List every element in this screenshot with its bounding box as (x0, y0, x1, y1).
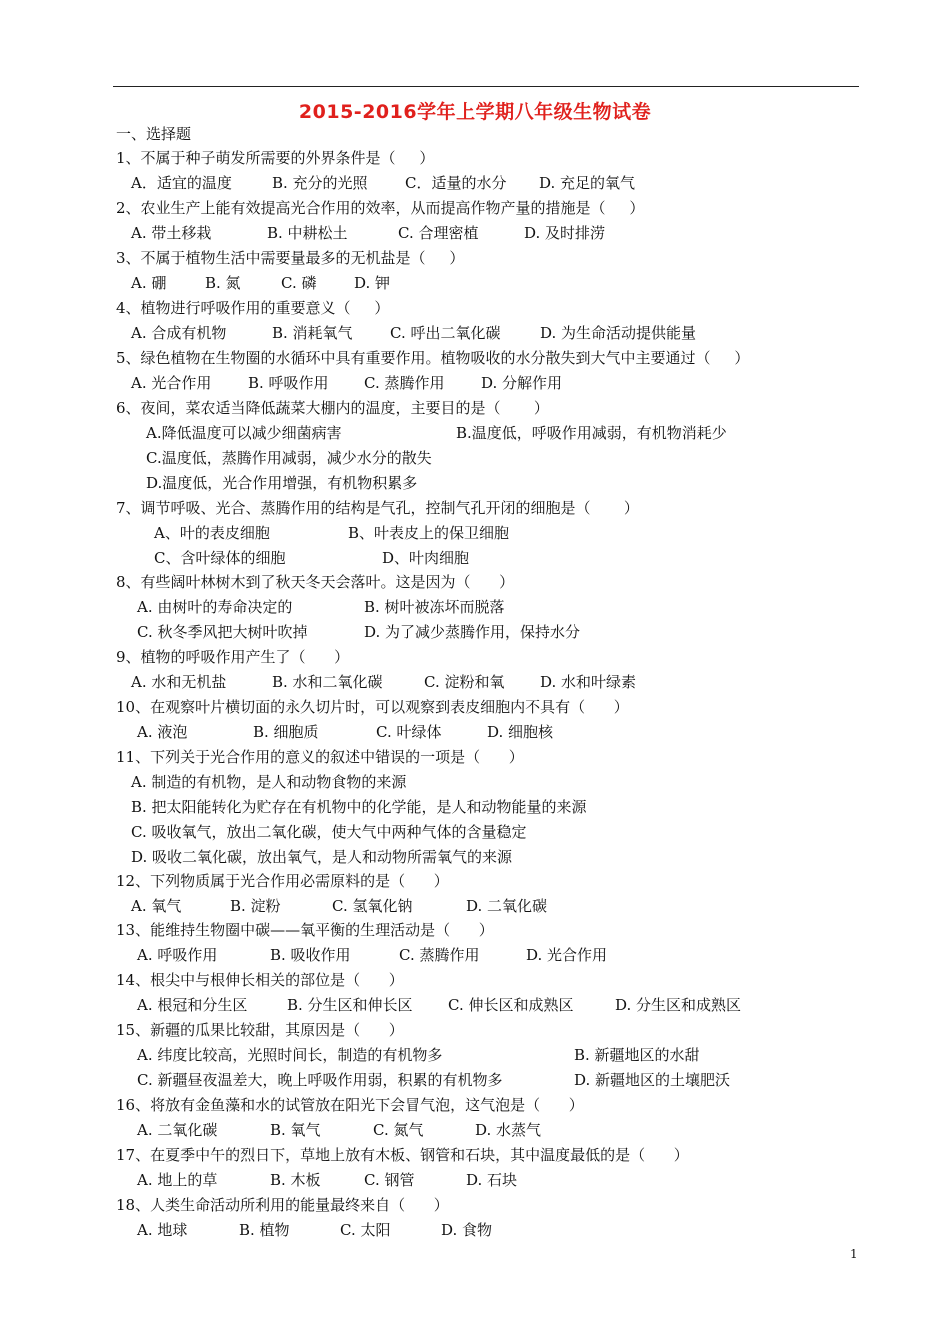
q5-option-b: B. 呼吸作用 (248, 374, 329, 392)
q3-option-a: A. 硼 (131, 274, 167, 292)
q16-option-c: C. 氮气 (373, 1121, 424, 1139)
q16-option-a: A. 二氧化碳 (137, 1121, 218, 1139)
q2-option-c: C. 合理密植 (398, 224, 479, 242)
q18-option-c: C. 太阳 (340, 1221, 391, 1239)
q6-option-b: B.温度低，呼吸作用减弱，有机物消耗少 (456, 424, 727, 442)
q9-option-d: D. 水和叶绿素 (540, 673, 637, 691)
q10-option-d: D. 细胞核 (487, 723, 554, 741)
q6-option-c: C.温度低，蒸腾作用减弱，减少水分的散失 (146, 449, 432, 467)
q14-option-c: C. 伸长区和成熟区 (448, 996, 574, 1014)
q7-option-c: C、含叶绿体的细胞 (154, 549, 286, 567)
q7-option-b: B、叶表皮上的保卫细胞 (348, 524, 510, 542)
question-13: 13、能维持生物圈中碳——氧平衡的生理活动是（ ） (116, 921, 494, 939)
q5-option-a: A. 光合作用 (131, 374, 212, 392)
q14-option-d: D. 分生区和成熟区 (615, 996, 742, 1014)
question-15: 15、新疆的瓜果比较甜，其原因是（ ） (116, 1021, 404, 1039)
q2-option-a: A. 带土移栽 (131, 224, 212, 242)
question-3: 3、不属于植物生活中需要量最多的无机盐是（ ） (116, 249, 465, 267)
question-8: 8、有些阔叶林树木到了秋天冬天会落叶。这是因为（ ） (116, 573, 515, 591)
question-9: 9、植物的呼吸作用产生了（ ） (116, 648, 350, 666)
q9-option-b: B. 水和二氧化碳 (272, 673, 383, 691)
q12-option-c: C. 氢氧化钠 (332, 897, 413, 915)
question-5: 5、绿色植物在生物圈的水循环中具有重要作用。植物吸收的水分散失到大气中主要通过（ ） (116, 349, 750, 367)
q16-option-b: B. 氧气 (270, 1121, 321, 1139)
q4-option-c: C. 呼出二氧化碳 (390, 324, 501, 342)
q8-option-b: B. 树叶被冻坏而脱落 (364, 598, 505, 616)
q13-option-b: B. 吸收作用 (270, 946, 351, 964)
q11-option-d: D. 吸收二氧化碳，放出氧气，是人和动物所需氧气的来源 (131, 848, 513, 866)
q15-option-c: C. 新疆昼夜温差大，晚上呼吸作用弱，积累的有机物多 (137, 1071, 503, 1089)
q15-option-a: A. 纬度比较高，光照时间长，制造的有机物多 (137, 1046, 443, 1064)
q7-option-d: D、叶肉细胞 (382, 549, 470, 567)
question-2: 2、农业生产上能有效提高光合作用的效率，从而提高作物产量的措施是（ ） (116, 199, 645, 217)
q13-option-c: C. 蒸腾作用 (399, 946, 480, 964)
q18-option-a: A. 地球 (137, 1221, 188, 1239)
q9-option-a: A. 水和无机盐 (131, 673, 227, 691)
q7-option-a: A、叶的表皮细胞 (154, 524, 270, 542)
q4-option-a: A. 合成有机物 (131, 324, 227, 342)
q12-option-b: B. 淀粉 (230, 897, 281, 915)
q13-option-d: D. 光合作用 (526, 946, 608, 964)
header-rule (113, 86, 859, 87)
q3-option-c: C. 磷 (281, 274, 317, 292)
section-heading: 一、选择题 (116, 125, 192, 143)
q3-option-b: B. 氮 (205, 274, 241, 292)
q12-option-d: D. 二氧化碳 (466, 897, 548, 915)
q2-option-d: D. 及时排涝 (524, 224, 606, 242)
question-1: 1、不属于种子萌发所需要的外界条件是（ ） (116, 149, 435, 167)
question-6: 6、夜间，菜农适当降低蔬菜大棚内的温度，主要目的是（ ） (116, 399, 549, 417)
q17-option-a: A. 地上的草 (137, 1171, 218, 1189)
q16-option-d: D. 水蒸气 (475, 1121, 542, 1139)
q1-option-d: D. 充足的氧气 (539, 174, 636, 192)
q9-option-c: C. 淀粉和氧 (424, 673, 505, 691)
q5-option-d: D. 分解作用 (481, 374, 563, 392)
q4-option-d: D. 为生命活动提供能量 (540, 324, 697, 342)
q8-option-a: A. 由树叶的寿命决定的 (137, 598, 293, 616)
q18-option-b: B. 植物 (239, 1221, 290, 1239)
q15-option-d: D. 新疆地区的土壤肥沃 (574, 1071, 731, 1089)
q12-option-a: A. 氧气 (131, 897, 182, 915)
page-number: 1 (850, 1247, 858, 1261)
q10-option-a: A. 液泡 (137, 723, 188, 741)
question-7: 7、调节呼吸、光合、蒸腾作用的结构是气孔，控制气孔开闭的细胞是（ ） (116, 499, 639, 517)
q17-option-d: D. 石块 (466, 1171, 518, 1189)
q1-option-b: B. 充分的光照 (272, 174, 368, 192)
q18-option-d: D. 食物 (441, 1221, 493, 1239)
q6-option-a: A.降低温度可以减少细菌病害 (146, 424, 342, 442)
question-17: 17、在夏季中午的烈日下，草地上放有木板、钢管和石块，其中温度最低的是（ ） (116, 1146, 689, 1164)
q17-option-c: C. 钢管 (364, 1171, 415, 1189)
question-16: 16、将放有金鱼藻和水的试管放在阳光下会冒气泡，这气泡是（ ） (116, 1096, 584, 1114)
page-title: 2015-2016学年上学期八年级生物试卷 (298, 101, 652, 123)
q1-option-a: A．适宜的温度 (131, 174, 232, 192)
q8-option-d: D. 为了减少蒸腾作用，保持水分 (364, 623, 581, 641)
q10-option-b: B. 细胞质 (253, 723, 319, 741)
q4-option-b: B. 消耗氧气 (272, 324, 353, 342)
q13-option-a: A. 呼吸作用 (137, 946, 218, 964)
q6-option-d: D.温度低，光合作用增强，有机物积累多 (146, 474, 418, 492)
q1-option-c: C．适量的水分 (405, 174, 507, 192)
q5-option-c: C. 蒸腾作用 (364, 374, 445, 392)
q11-option-a: A. 制造的有机物，是人和动物食物的来源 (131, 773, 407, 791)
q3-option-d: D. 钾 (354, 274, 391, 292)
question-12: 12、下列物质属于光合作用必需原料的是（ ） (116, 872, 449, 890)
q8-option-c: C. 秋冬季风把大树叶吹掉 (137, 623, 308, 641)
question-18: 18、人类生命活动所利用的能量最终来自（ ） (116, 1196, 449, 1214)
q14-option-b: B. 分生区和伸长区 (287, 996, 413, 1014)
q11-option-c: C. 吸收氧气，放出二氧化碳，使大气中两种气体的含量稳定 (131, 823, 527, 841)
question-14: 14、根尖中与根伸长相关的部位是（ ） (116, 971, 404, 989)
question-4: 4、植物进行呼吸作用的重要意义（ ） (116, 299, 390, 317)
question-10: 10、在观察叶片横切面的永久切片时，可以观察到表皮细胞内不具有（ ） (116, 698, 629, 716)
q14-option-a: A. 根冠和分生区 (137, 996, 248, 1014)
question-11: 11、下列关于光合作用的意义的叙述中错误的一项是（ ） (116, 748, 524, 766)
q15-option-b: B. 新疆地区的水甜 (574, 1046, 700, 1064)
q11-option-b: B. 把太阳能转化为贮存在有机物中的化学能，是人和动物能量的来源 (131, 798, 587, 816)
q17-option-b: B. 木板 (270, 1171, 321, 1189)
q2-option-b: B. 中耕松土 (267, 224, 348, 242)
q10-option-c: C. 叶绿体 (376, 723, 442, 741)
